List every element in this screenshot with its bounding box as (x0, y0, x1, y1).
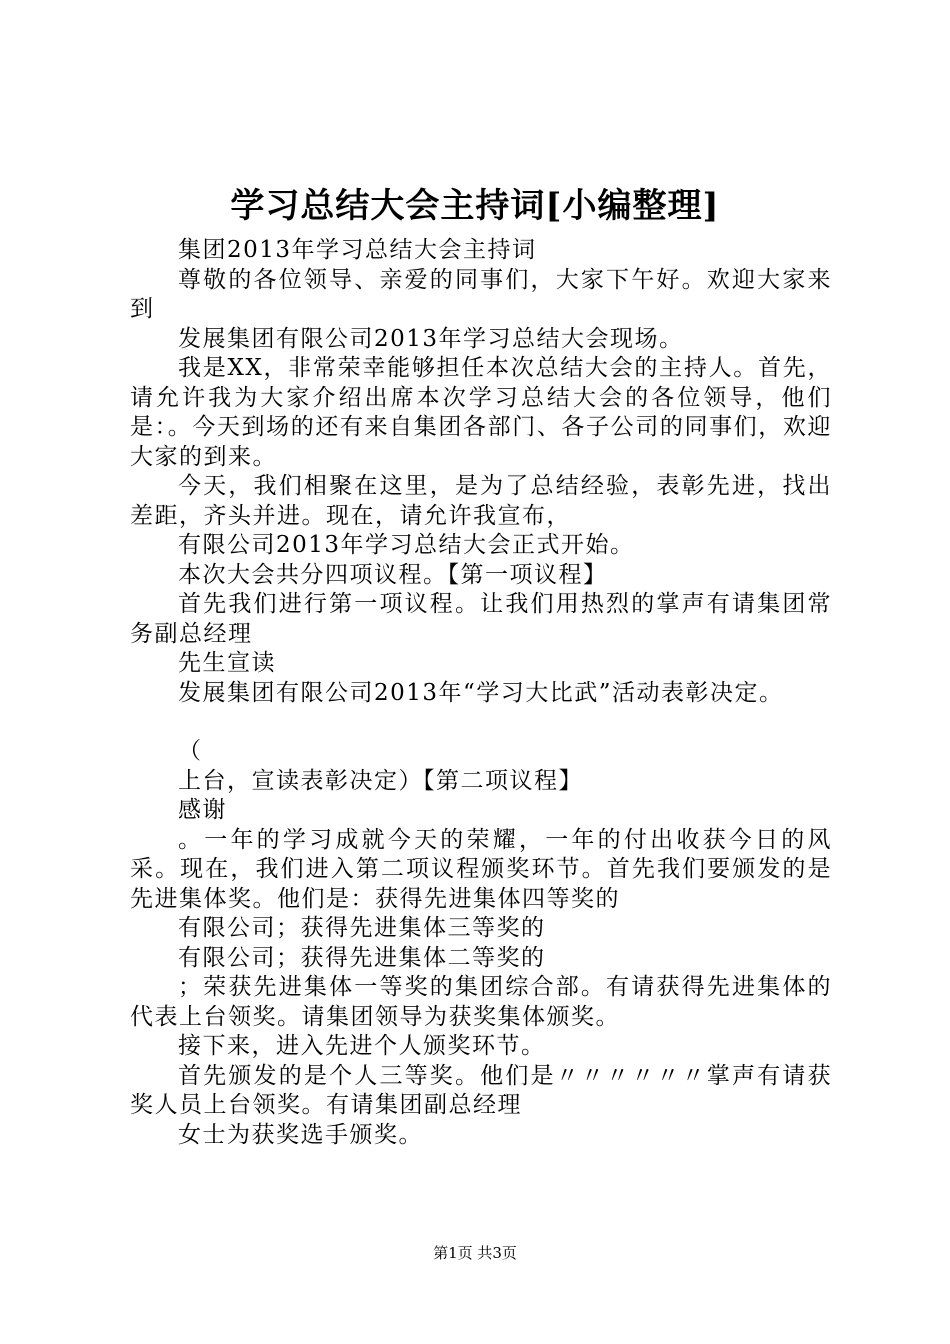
paragraph: 上台，宣读表彰决定）【第二项议程】 (178, 767, 583, 794)
paragraph: 我是XX，非常荣幸能够担任本次总结大会的主持人。首先，请允许我为大家介绍出席本次学习总结大会的各位领导，他们是：。今天到场的还有来自集团各部门、各子公司的同事们，欢迎大家的到来。 (130, 355, 832, 470)
paragraph: 发展集团有限公司2013年学习总结大会现场。 (178, 325, 684, 352)
paragraph: 先生宣读 (178, 650, 276, 676)
paragraph: 首先我们进行第一项议程。让我们用热烈的掌声有请集团常务副总经理 (130, 591, 832, 647)
paragraph: 首先颁发的是个人三等奖。他们是〃〃〃〃〃〃掌声有请获奖人员上台领奖。有请集团副总经理 (130, 1062, 832, 1118)
paragraph: 集团2013年学习总结大会主持词 (178, 237, 537, 263)
paragraph: 。一年的学习成就今天的荣耀，一年的付出收获今日的风采。现在，我们进入第二项议程颁奖环节。首先我们要颁发的是先进集体奖。他们是：获得先进集体四等奖的 (130, 826, 832, 912)
paragraph: 女士为获奖选手颁奖。 (178, 1121, 423, 1148)
paragraph: 感谢 (178, 797, 227, 823)
paragraph: 尊敬的各位领导、亲爱的同事们，大家下午好。欢迎大家来到 (130, 266, 832, 322)
paragraph: 今天，我们相聚在这里，是为了总结经验，表彰先进，找出差距，齐头并进。现在，请允许我宣布， (130, 473, 832, 529)
paragraph: 本次大会共分四项议程。【第一项议程】 (178, 561, 608, 588)
paragraph: （ (178, 738, 203, 764)
paragraph: 发展集团有限公司2013年“学习大比武”活动表彰决定。 (178, 679, 784, 706)
paragraph: 接下来，进入先进个人颁奖环节。 (178, 1033, 546, 1059)
document-title: 学习总结大会主持词[小编整理] (230, 186, 720, 226)
page-footer: 第1页 共3页 (433, 1244, 517, 1262)
paragraph: 有限公司；获得先进集体三等奖的 (178, 915, 546, 941)
blank-line (130, 708, 832, 737)
paragraph: 有限公司；获得先进集体二等奖的 (178, 944, 546, 971)
paragraph: 有限公司2013年学习总结大会正式开始。 (178, 532, 635, 558)
paragraph: ；荣获先进集体一等奖的集团综合部。有请获得先进集体的代表上台领奖。请集团领导为获奖集体颁奖。 (130, 974, 832, 1030)
document-body (130, 236, 832, 1150)
